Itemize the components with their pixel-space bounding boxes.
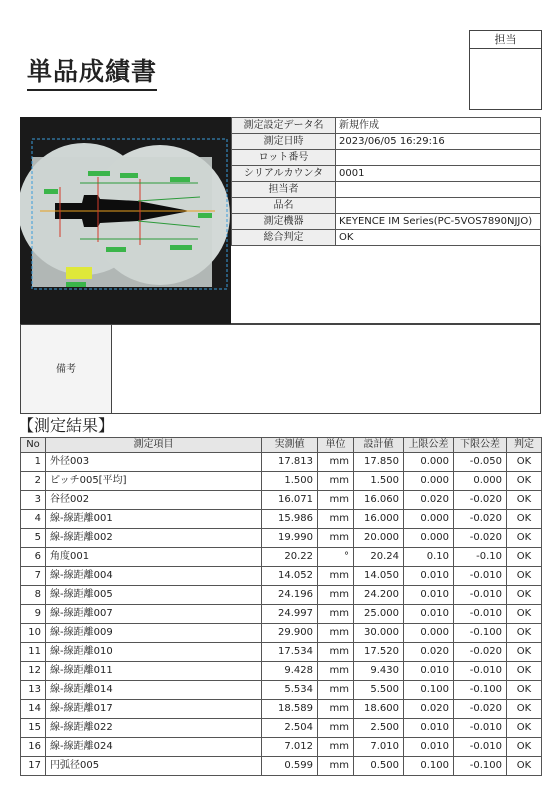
- row-number: 10: [21, 624, 46, 643]
- row-number: 14: [21, 700, 46, 719]
- upper-tolerance: 0.10: [404, 548, 454, 567]
- upper-tolerance: 0.010: [404, 567, 454, 586]
- info-value: 新規作成: [336, 118, 541, 134]
- measurement-image: [20, 117, 231, 324]
- upper-tolerance: 0.000: [404, 624, 454, 643]
- judgement: OK: [507, 719, 542, 738]
- measured-value: 2.504: [262, 719, 318, 738]
- column-header: 実測値: [262, 438, 318, 453]
- item-name: 線-線距離007: [46, 605, 262, 624]
- judgement: OK: [507, 700, 542, 719]
- lower-tolerance: -0.010: [454, 605, 507, 624]
- item-name: 円弧径005: [46, 757, 262, 776]
- info-row: [232, 118, 541, 134]
- item-name: 線-線距離010: [46, 643, 262, 662]
- measured-value: 24.196: [262, 586, 318, 605]
- row-number: 5: [21, 529, 46, 548]
- table-row: [21, 567, 542, 586]
- lower-tolerance: -0.010: [454, 586, 507, 605]
- upper-tolerance: 0.010: [404, 586, 454, 605]
- measured-value: 15.986: [262, 510, 318, 529]
- info-value: OK: [336, 230, 541, 246]
- upper-tolerance: 0.000: [404, 529, 454, 548]
- row-number: 16: [21, 738, 46, 757]
- measured-value: 17.534: [262, 643, 318, 662]
- info-label: 総合判定: [232, 230, 336, 246]
- table-row: [21, 662, 542, 681]
- info-value: 0001: [336, 166, 541, 182]
- judgement: OK: [507, 472, 542, 491]
- design-value: 18.600: [354, 700, 404, 719]
- design-value: 24.200: [354, 586, 404, 605]
- item-name: 線-線距離004: [46, 567, 262, 586]
- item-name: 角度001: [46, 548, 262, 567]
- upper-tolerance: 0.010: [404, 662, 454, 681]
- info-value: [336, 198, 541, 214]
- row-number: 13: [21, 681, 46, 700]
- info-row: [232, 150, 541, 166]
- lower-tolerance: -0.010: [454, 662, 507, 681]
- judgement: OK: [507, 586, 542, 605]
- row-number: 3: [21, 491, 46, 510]
- design-value: 20.24: [354, 548, 404, 567]
- column-header: 上限公差: [404, 438, 454, 453]
- info-row: [232, 182, 541, 198]
- unit: mm: [318, 700, 354, 719]
- item-name: 線-線距離009: [46, 624, 262, 643]
- upper-tolerance: 0.010: [404, 605, 454, 624]
- item-name: 線-線距離001: [46, 510, 262, 529]
- row-number: 2: [21, 472, 46, 491]
- table-row: [21, 472, 542, 491]
- judgement: OK: [507, 567, 542, 586]
- info-label: ロット番号: [232, 150, 336, 166]
- judgement: OK: [507, 605, 542, 624]
- item-name: 線-線距離024: [46, 738, 262, 757]
- unit: mm: [318, 624, 354, 643]
- upper-tolerance: 0.020: [404, 643, 454, 662]
- item-name: 線-線距離014: [46, 681, 262, 700]
- info-label: 測定設定データ名: [232, 118, 336, 134]
- measured-value: 18.589: [262, 700, 318, 719]
- upper-tolerance: 0.000: [404, 510, 454, 529]
- measured-value: 19.990: [262, 529, 318, 548]
- measured-value: 1.500: [262, 472, 318, 491]
- judgement: OK: [507, 453, 542, 472]
- info-row: [232, 166, 541, 182]
- info-value: [336, 182, 541, 198]
- info-row: [232, 230, 541, 246]
- item-name: ピッチ005[平均]: [46, 472, 262, 491]
- upper-tolerance: 0.020: [404, 491, 454, 510]
- table-row: [21, 624, 542, 643]
- table-row: [21, 491, 542, 510]
- column-header: 設計値: [354, 438, 404, 453]
- table-row: [21, 700, 542, 719]
- unit: mm: [318, 472, 354, 491]
- info-label: 担当者: [232, 182, 336, 198]
- unit: mm: [318, 662, 354, 681]
- design-value: 17.850: [354, 453, 404, 472]
- item-name: 外径003: [46, 453, 262, 472]
- upper-tolerance: 0.010: [404, 738, 454, 757]
- judgement: OK: [507, 548, 542, 567]
- row-number: 15: [21, 719, 46, 738]
- unit: mm: [318, 757, 354, 776]
- unit: °: [318, 548, 354, 567]
- lower-tolerance: -0.010: [454, 567, 507, 586]
- column-header: 測定項目: [46, 438, 262, 453]
- unit: mm: [318, 738, 354, 757]
- item-name: 線-線距離011: [46, 662, 262, 681]
- design-value: 20.000: [354, 529, 404, 548]
- row-number: 6: [21, 548, 46, 567]
- info-label: 測定日時: [232, 134, 336, 150]
- item-name: 線-線距離017: [46, 700, 262, 719]
- design-value: 16.000: [354, 510, 404, 529]
- judgement: OK: [507, 529, 542, 548]
- info-label: 測定機器: [232, 214, 336, 230]
- unit: mm: [318, 453, 354, 472]
- results-header-row: [21, 438, 542, 453]
- lower-tolerance: -0.020: [454, 529, 507, 548]
- upper-tolerance: 0.000: [404, 472, 454, 491]
- design-value: 2.500: [354, 719, 404, 738]
- info-label: シリアルカウンタ: [232, 166, 336, 182]
- table-row: [21, 605, 542, 624]
- design-value: 5.500: [354, 681, 404, 700]
- upper-tolerance: 0.100: [404, 681, 454, 700]
- page-title: 単品成績書: [27, 57, 157, 91]
- table-row: [21, 719, 542, 738]
- column-header: 単位: [318, 438, 354, 453]
- design-value: 25.000: [354, 605, 404, 624]
- row-number: 9: [21, 605, 46, 624]
- row-number: 7: [21, 567, 46, 586]
- unit: mm: [318, 719, 354, 738]
- row-number: 1: [21, 453, 46, 472]
- upper-tolerance: 0.010: [404, 719, 454, 738]
- lower-tolerance: -0.10: [454, 548, 507, 567]
- table-row: [21, 738, 542, 757]
- judgement: OK: [507, 491, 542, 510]
- measurement-image-graphic: [20, 117, 231, 324]
- design-value: 14.050: [354, 567, 404, 586]
- lower-tolerance: -0.010: [454, 719, 507, 738]
- table-row: [21, 529, 542, 548]
- judgement: OK: [507, 738, 542, 757]
- row-number: 4: [21, 510, 46, 529]
- measured-value: 24.997: [262, 605, 318, 624]
- info-row: [232, 198, 541, 214]
- row-number: 11: [21, 643, 46, 662]
- info-row: [232, 214, 541, 230]
- measured-value: 29.900: [262, 624, 318, 643]
- measured-value: 17.813: [262, 453, 318, 472]
- measured-value: 16.071: [262, 491, 318, 510]
- info-label: 品名: [232, 198, 336, 214]
- judgement: OK: [507, 662, 542, 681]
- measured-value: 7.012: [262, 738, 318, 757]
- unit: mm: [318, 491, 354, 510]
- design-value: 17.520: [354, 643, 404, 662]
- row-number: 12: [21, 662, 46, 681]
- table-row: [21, 548, 542, 567]
- section-title: 【測定結果】: [18, 416, 115, 435]
- upper-tolerance: 0.000: [404, 453, 454, 472]
- lower-tolerance: -0.100: [454, 624, 507, 643]
- lower-tolerance: -0.050: [454, 453, 507, 472]
- lower-tolerance: -0.020: [454, 491, 507, 510]
- unit: mm: [318, 529, 354, 548]
- measured-value: 9.428: [262, 662, 318, 681]
- row-number: 17: [21, 757, 46, 776]
- judgement: OK: [507, 510, 542, 529]
- unit: mm: [318, 586, 354, 605]
- measured-value: 5.534: [262, 681, 318, 700]
- info-row: [232, 134, 541, 150]
- unit: mm: [318, 605, 354, 624]
- unit: mm: [318, 681, 354, 700]
- lower-tolerance: -0.100: [454, 757, 507, 776]
- remarks-label: 備考: [20, 324, 112, 414]
- lower-tolerance: -0.020: [454, 700, 507, 719]
- judgement: OK: [507, 681, 542, 700]
- lower-tolerance: -0.010: [454, 738, 507, 757]
- info-value: [336, 150, 541, 166]
- design-value: 1.500: [354, 472, 404, 491]
- judgement: OK: [507, 643, 542, 662]
- judgement: OK: [507, 624, 542, 643]
- info-value: KEYENCE IM Series(PC-5VOS7890NJJO): [336, 214, 541, 230]
- lower-tolerance: 0.000: [454, 472, 507, 491]
- table-row: [21, 586, 542, 605]
- stamp-box: [469, 30, 542, 110]
- column-header: 下限公差: [454, 438, 507, 453]
- table-row: [21, 453, 542, 472]
- item-name: 線-線距離022: [46, 719, 262, 738]
- design-value: 16.060: [354, 491, 404, 510]
- design-value: 30.000: [354, 624, 404, 643]
- unit: mm: [318, 643, 354, 662]
- column-header: 判定: [507, 438, 542, 453]
- info-table: [231, 117, 541, 246]
- lower-tolerance: -0.020: [454, 510, 507, 529]
- stamp-label: 担当: [470, 31, 541, 49]
- info-value: 2023/06/05 16:29:16: [336, 134, 541, 150]
- table-row: [21, 643, 542, 662]
- measured-value: 0.599: [262, 757, 318, 776]
- lower-tolerance: -0.020: [454, 643, 507, 662]
- upper-tolerance: 0.100: [404, 757, 454, 776]
- table-row: [21, 681, 542, 700]
- upper-tolerance: 0.020: [404, 700, 454, 719]
- design-value: 0.500: [354, 757, 404, 776]
- row-number: 8: [21, 586, 46, 605]
- measured-value: 20.22: [262, 548, 318, 567]
- item-name: 線-線距離005: [46, 586, 262, 605]
- lower-tolerance: -0.100: [454, 681, 507, 700]
- unit: mm: [318, 510, 354, 529]
- column-header: No: [21, 438, 46, 453]
- judgement: OK: [507, 757, 542, 776]
- design-value: 7.010: [354, 738, 404, 757]
- design-value: 9.430: [354, 662, 404, 681]
- unit: mm: [318, 567, 354, 586]
- table-row: [21, 757, 542, 776]
- table-row: [21, 510, 542, 529]
- item-name: 線-線距離002: [46, 529, 262, 548]
- item-name: 谷径002: [46, 491, 262, 510]
- results-table: [20, 437, 542, 776]
- remarks-field: [111, 324, 541, 414]
- measured-value: 14.052: [262, 567, 318, 586]
